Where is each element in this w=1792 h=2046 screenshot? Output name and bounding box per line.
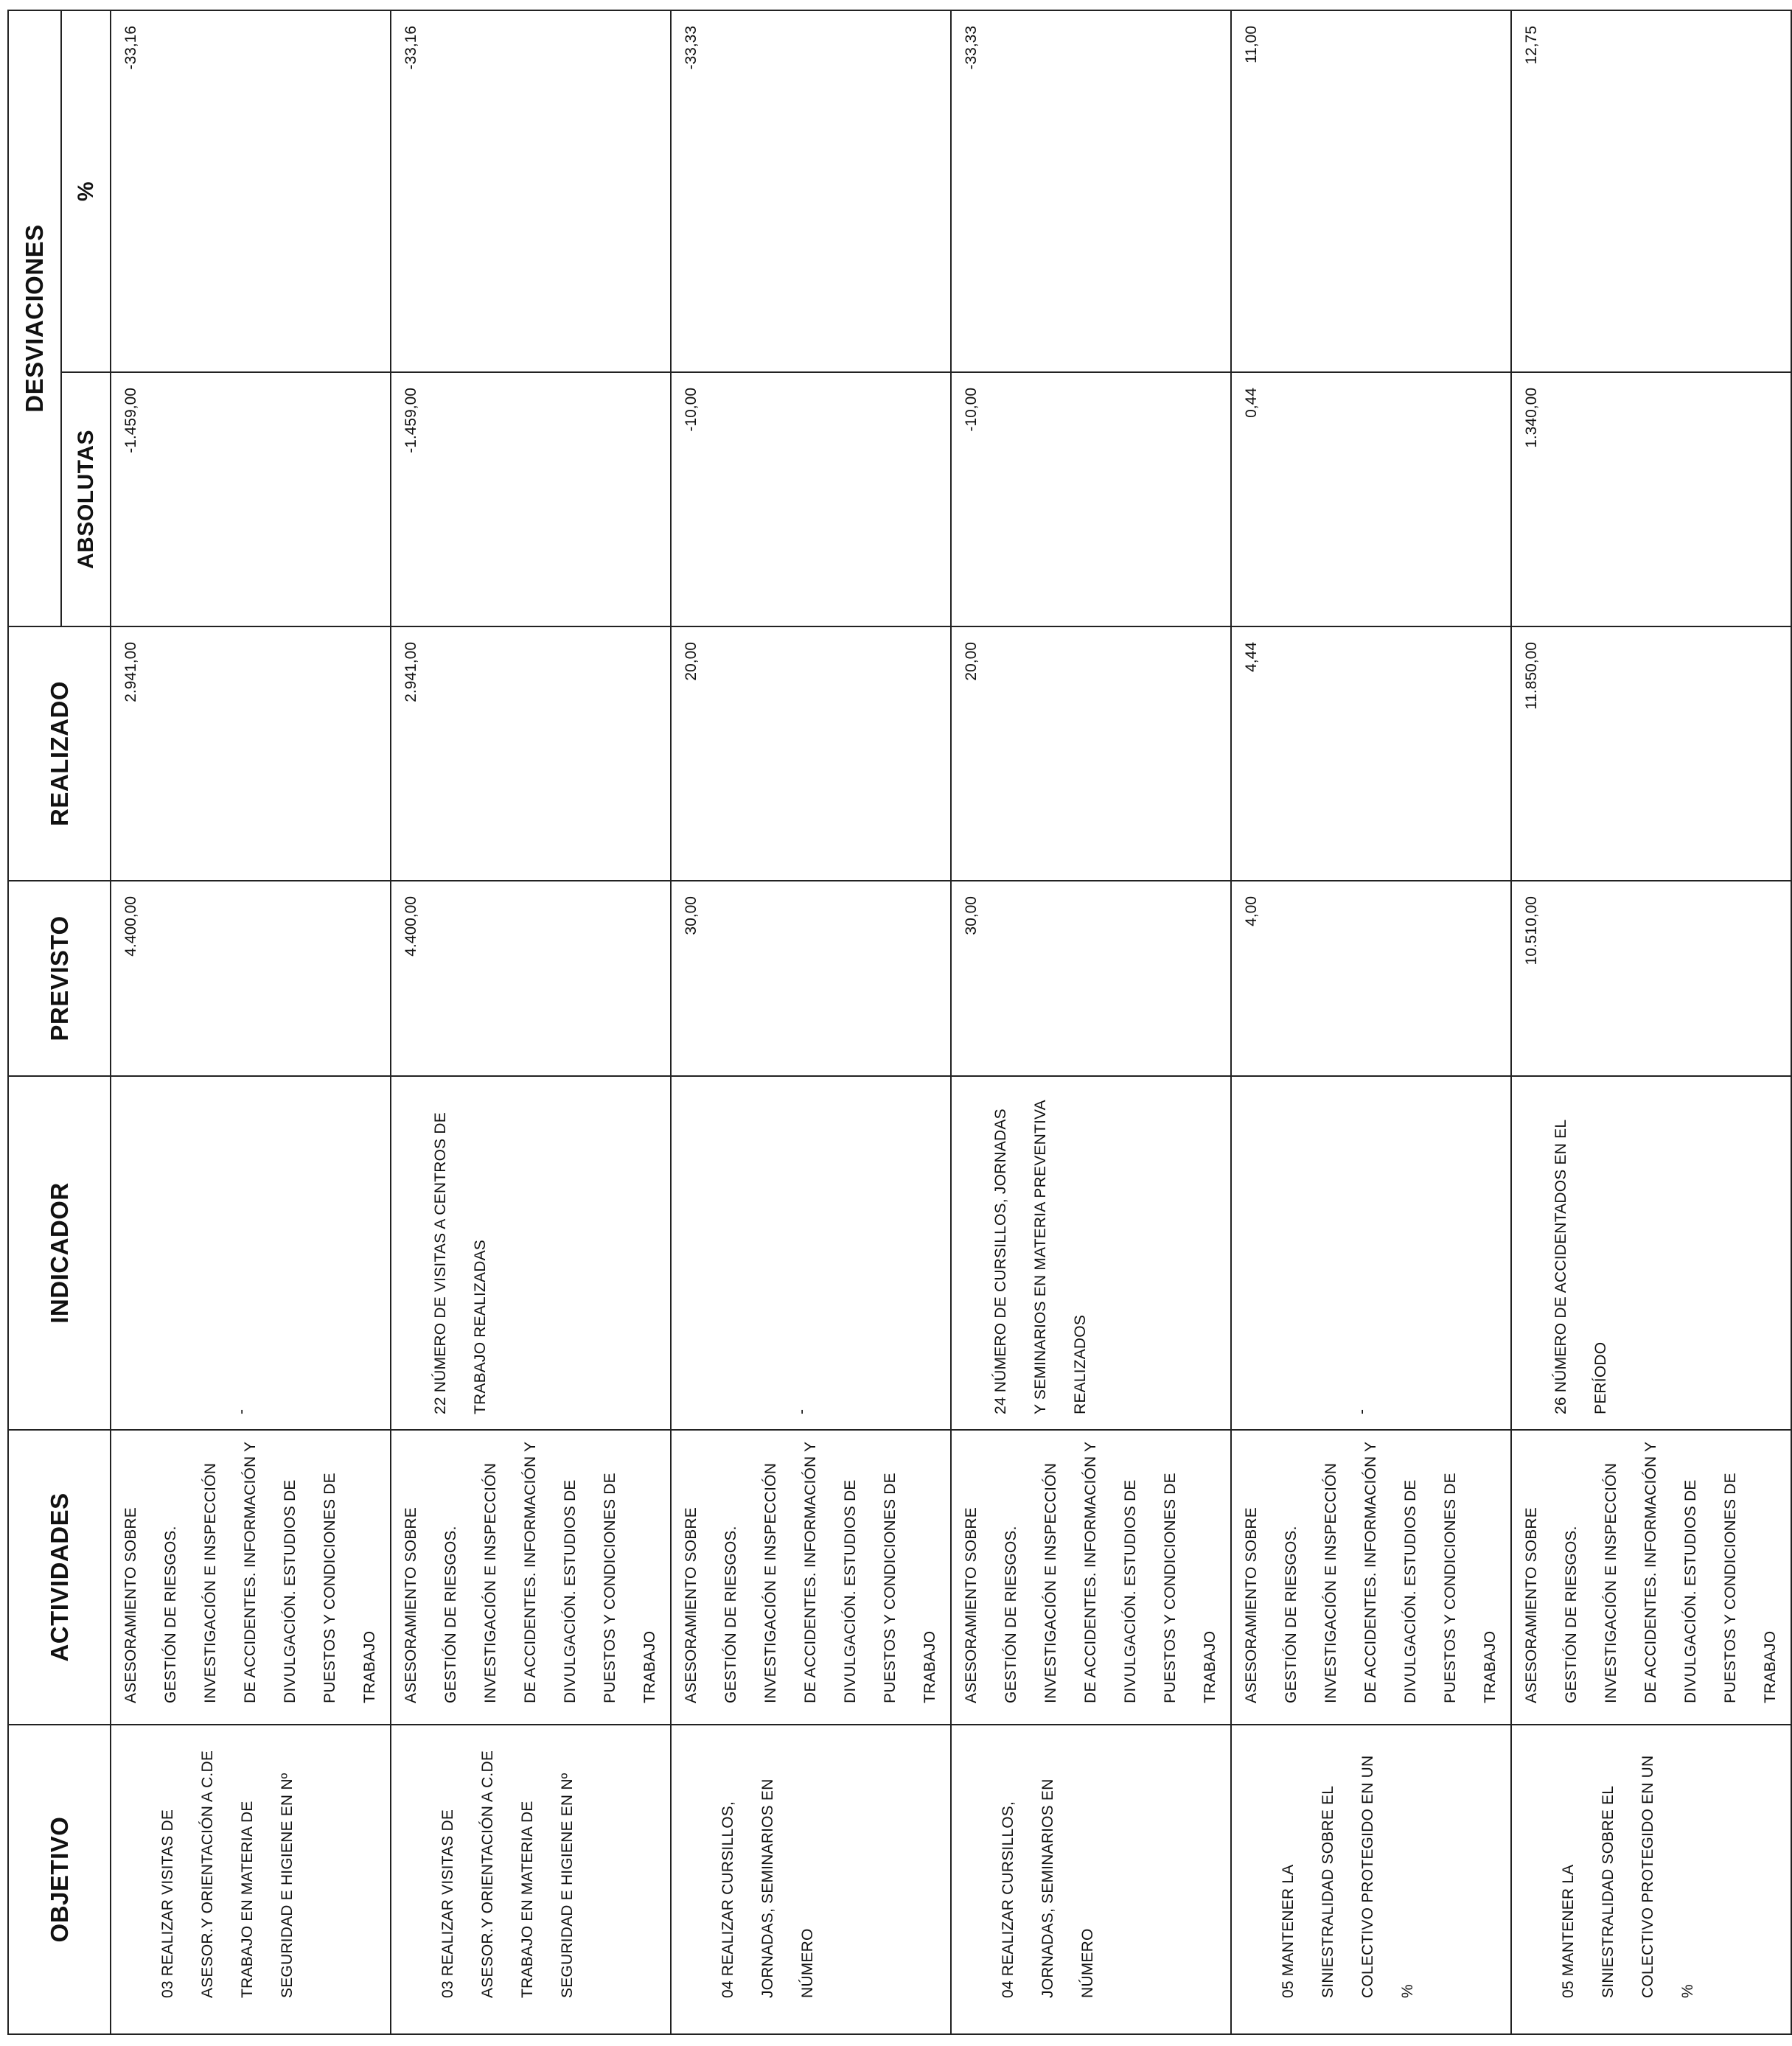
table-body [111,10,1791,2034]
absolutas-cell [111,372,391,626]
absolutas-text: -1.459,00 [122,388,139,453]
actividades-text: ASESORAMIENTO SOBRE GESTIÓN DE RIESGOS. INVESTIGACIÓN E INSPECCIÓN DE ACCIDENTES. INFORMACIÓN Y DIVULGACIÓN. ESTUDIOS DE PUESTOS Y CONDICIONES DE TRABAJO [122,1442,378,1703]
actividades-text: ASESORAMIENTO SOBRE GESTIÓN DE RIESGOS. INVESTIGACIÓN E INSPECCIÓN DE ACCIDENTES. INFORMACIÓN Y DIVULGACIÓN. ESTUDIOS DE PUESTOS Y CONDICIONES DE TRABAJO [1243,1442,1499,1703]
objetivo-text: 03 REALIZAR VISITAS DE ASESOR.Y ORIENTACIÓN A C.DE TRABAJO EN MATERIA DE SEGURIDAD E HIGIENE EN Nº [439,1750,576,1998]
absolutas-text: 1.340,00 [1523,388,1540,448]
absolutas-text: -10,00 [963,388,980,432]
table-row [1231,10,1511,2034]
objetivo-cell [1511,1725,1791,2034]
realizado-cell [1511,626,1791,881]
indicador-cell [951,1076,1231,1430]
table-row [111,10,391,2034]
header-porcentaje: % [61,10,111,372]
porcentaje-cell [671,10,951,372]
porcentaje-text: -33,16 [122,25,139,70]
absolutas-cell [671,372,951,626]
absolutas-cell [1511,372,1791,626]
previsto-cell [391,881,671,1076]
actividades-cell [1511,1430,1791,1725]
absolutas-text: -1.459,00 [402,388,419,453]
objectives-table [7,10,1792,2035]
indicador-cell [111,1076,391,1430]
table-row [391,10,671,2034]
realizado-text: 20,00 [683,642,700,681]
header-realizado: REALIZADO [8,626,111,881]
porcentaje-text: -33,16 [402,25,419,70]
indicador-cell [1511,1076,1791,1430]
previsto-text: 4.400,00 [122,896,139,957]
header-previsto: PREVISTO [8,881,111,1076]
porcentaje-text: -33,33 [683,25,700,70]
realizado-cell [111,626,391,881]
indicador-cell [1231,1076,1511,1430]
objetivo-text: 05 MANTENER LA SINIESTRALIDAD SOBRE EL COLECTIVO PROTEGIDO EN UN % [1280,1755,1416,1998]
absolutas-text: 0,44 [1243,388,1260,418]
actividades-text: ASESORAMIENTO SOBRE GESTIÓN DE RIESGOS. INVESTIGACIÓN E INSPECCIÓN DE ACCIDENTES. INFORMACIÓN Y DIVULGACIÓN. ESTUDIOS DE PUESTOS Y CONDICIONES DE TRABAJO [963,1442,1219,1703]
porcentaje-text: 11,00 [1243,25,1260,63]
porcentaje-cell [111,10,391,372]
porcentaje-text: -33,33 [963,25,980,70]
previsto-cell [671,881,951,1076]
objetivo-cell [671,1725,951,2034]
absolutas-cell [951,372,1231,626]
indicador-cell [671,1076,951,1430]
table-row [671,10,951,2034]
previsto-cell [1231,881,1511,1076]
table-row [1511,10,1791,2034]
realizado-text: 11.850,00 [1523,642,1540,710]
realizado-cell [1231,626,1511,881]
objetivo-text: 04 REALIZAR CURSILLOS, JORNADAS, SEMINARIOS EN NÚMERO [1000,1778,1096,1998]
indicador-text: 26 NÚMERO DE ACCIDENTADOS EN EL PERÍODO [1552,1120,1609,1414]
objetivo-cell [391,1725,671,2034]
objetivo-text: 03 REALIZAR VISITAS DE ASESOR.Y ORIENTACIÓN A C.DE TRABAJO EN MATERIA DE SEGURIDAD E HIGIENE EN Nº [159,1750,296,1998]
objetivo-text: 04 REALIZAR CURSILLOS, JORNADAS, SEMINARIOS EN NÚMERO [719,1778,816,1998]
realizado-text: 20,00 [963,642,980,681]
actividades-text: ASESORAMIENTO SOBRE GESTIÓN DE RIESGOS. INVESTIGACIÓN E INSPECCIÓN DE ACCIDENTES. INFORMACIÓN Y DIVULGACIÓN. ESTUDIOS DE PUESTOS Y CONDICIONES DE TRABAJO [683,1442,938,1703]
objetivo-cell [111,1725,391,2034]
actividades-text: ASESORAMIENTO SOBRE GESTIÓN DE RIESGOS. INVESTIGACIÓN E INSPECCIÓN DE ACCIDENTES. INFORMACIÓN Y DIVULGACIÓN. ESTUDIOS DE PUESTOS Y CONDICIONES DE TRABAJO [1523,1442,1779,1703]
header-actividades: ACTIVIDADES [8,1430,111,1725]
header-absolutas: ABSOLUTAS [61,372,111,626]
previsto-cell [1511,881,1791,1076]
objetivo-cell [1231,1725,1511,2034]
porcentaje-text: 12,75 [1523,25,1540,65]
actividades-cell [671,1430,951,1725]
table-row [951,10,1231,2034]
realizado-text: 4,44 [1243,642,1260,672]
actividades-cell [951,1430,1231,1725]
header-indicador: INDICADOR [8,1076,111,1430]
objetivo-cell [951,1725,1231,2034]
absolutas-cell [1231,372,1511,626]
previsto-text: 30,00 [963,896,980,935]
actividades-cell [111,1430,391,1725]
indicador-text: - [1353,1409,1370,1414]
porcentaje-cell [1231,10,1511,372]
actividades-cell [391,1430,671,1725]
header-objetivo: OBJETIVO [8,1725,111,2034]
previsto-text: 4.400,00 [402,896,419,957]
realizado-text: 2.941,00 [402,642,419,702]
indicador-text: - [233,1409,250,1414]
previsto-cell [951,881,1231,1076]
realizado-cell [951,626,1231,881]
indicador-text: 24 NÚMERO DE CURSILLOS, JORNADAS Y SEMINARIOS EN MATERIA PREVENTIVA REALIZADOS [992,1100,1089,1414]
header-desviaciones: DESVIACIONES [8,10,61,626]
absolutas-cell [391,372,671,626]
realizado-text: 2.941,00 [122,642,139,702]
realizado-cell [391,626,671,881]
porcentaje-cell [1511,10,1791,372]
objetivo-text: 05 MANTENER LA SINIESTRALIDAD SOBRE EL COLECTIVO PROTEGIDO EN UN % [1560,1755,1696,1998]
porcentaje-cell [391,10,671,372]
indicador-text: 22 NÚMERO DE VISITAS A CENTROS DE TRABAJO REALIZADAS [432,1112,489,1414]
actividades-cell [1231,1430,1511,1725]
absolutas-text: -10,00 [683,388,700,432]
previsto-text: 4,00 [1243,896,1260,926]
porcentaje-cell [951,10,1231,372]
indicador-text: - [793,1409,810,1414]
realizado-cell [671,626,951,881]
previsto-text: 30,00 [683,896,700,935]
actividades-text: ASESORAMIENTO SOBRE GESTIÓN DE RIESGOS. INVESTIGACIÓN E INSPECCIÓN DE ACCIDENTES. INFORMACIÓN Y DIVULGACIÓN. ESTUDIOS DE PUESTOS Y CONDICIONES DE TRABAJO [402,1442,658,1703]
indicador-cell [391,1076,671,1430]
previsto-cell [111,881,391,1076]
previsto-text: 10.510,00 [1523,896,1540,966]
